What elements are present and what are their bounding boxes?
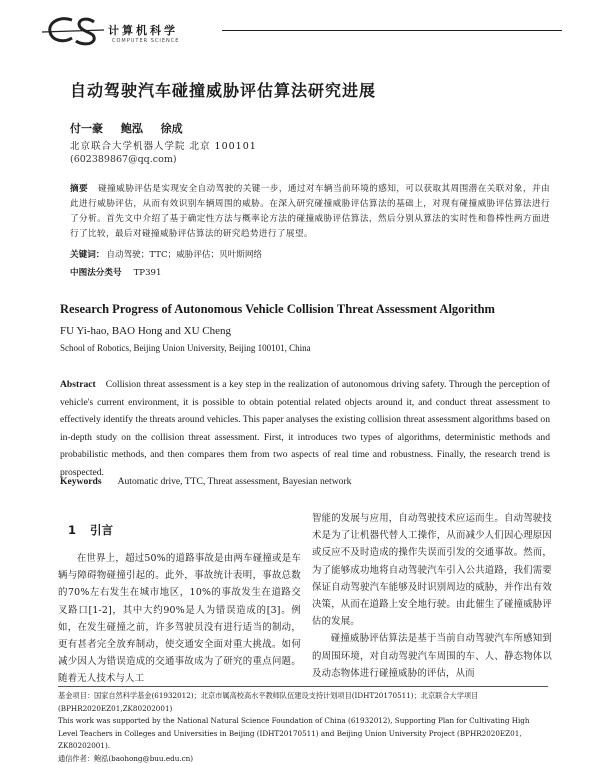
chinese-keywords-label: 关键词： bbox=[70, 250, 105, 260]
body-paragraph: 碰撞威胁评估算法是基于当前自动驾驶汽车所感知到的周围环境，对自动驾驶汽车周围的车、人、静态物体以及动态物体进行碰撞威胁的评估，从而 bbox=[312, 633, 552, 679]
footnote-rule bbox=[58, 686, 548, 687]
section-heading bbox=[68, 522, 301, 538]
chinese-abstract-text: 碰撞威胁评估是实现安全自动驾驶的关键一步，通过对车辆当前环境的感知，可以获取其周围潜在关联对象，并由此进行威胁评估，从而有效识别车辆周围的威胁。在深入研究碰撞威胁评估算法的基础上，对现有碰撞威胁评估算法进行了分析。首先文中介绍了基于确定性方法与概率论方法的碰撞威胁评估算法，然后分别从算法的实时性和鲁棒性两方面进行了比较，最后对碰撞威胁评估算法的研究趋势进行了展望。 bbox=[70, 184, 550, 239]
journal-logo-icon bbox=[42, 14, 106, 48]
footnotes bbox=[58, 690, 550, 764]
english-keywords-text: Automatic drive, TTC, Threat assessment, Bayesian network bbox=[117, 476, 352, 487]
english-abstract bbox=[60, 376, 550, 481]
english-abstract-label: Abstract bbox=[60, 379, 96, 390]
section-number: 1 bbox=[68, 523, 77, 537]
chinese-abstract-label: 摘要 bbox=[70, 184, 89, 194]
chinese-affiliation: 北京联合大学机器人学院 北京 100101 bbox=[70, 141, 257, 152]
chinese-authors: 付一豪 鲍泓 徐成 bbox=[70, 122, 183, 135]
journal-header bbox=[42, 14, 562, 50]
english-abstract-text: Collision threat assessment is a key step in the realization of autonomous driving safety. Through the perception of vehicle's current environment, it is possible to obtain potential related objects around it, and conduct threat assessment to effectively identify the threats around vehicles. This paper analyses the existing collision threat assessment algorithms based on in-depth study on the collision threat assessment. First, it introduces two types of algorithms, deterministic methods and probabilistic methods, and then compares them from two aspects of real time and robustness. Finally, the research trend is prospected. bbox=[60, 379, 550, 478]
author-email: (602389867@qq.com) bbox=[70, 154, 177, 165]
english-authors: FU Yi-hao, BAO Hong and XU Cheng bbox=[60, 325, 231, 337]
footnote-fund-en: This work was supported by the National Natural Science Foundation of China (61932012), Supporting Plan for Cultivating High Level Teachers in Colleges and Universities in Beijing (IDHT20170511) and Beijing Union University Project (BPHR2020EZ01, ZK80202001). bbox=[58, 716, 530, 750]
chinese-keywords bbox=[70, 248, 550, 260]
chinese-title: 自动驾驶汽车碰撞威胁评估算法研究进展 bbox=[70, 81, 377, 100]
journal-name: 计算机科学 bbox=[108, 24, 178, 37]
chinese-keywords-text: 自动驾驶；TTC；威胁评估；贝叶斯网络 bbox=[106, 250, 263, 260]
journal-subtitle: COMPUTER SCIENCE bbox=[112, 38, 180, 44]
footnote-fund-cn: 基金项目：国家自然科学基金(61932012)；北京市属高校高水平教师队伍建设支持计划项目(IDHT20170511)；北京联合大学项目(BPHR2020EZ01,ZK80202001) bbox=[58, 691, 479, 713]
english-affiliation: School of Robotics, Beijing Union University, Beijing 100101, China bbox=[60, 343, 311, 353]
body-paragraph: 智能的发展与应用，自动驾驶技术应运而生。自动驾驶技术是为了让机器代替人工操作，从而减少人们因心理原因或反应不及时造成的操作失误而引发的交通事故。然而，为了能够成功地将自动驾驶汽车引入公共道路，我们需要保证自动驾驶汽车能够及时识别周边的威胁，并作出有效决策，从而在道路上安全地行驶。由此催生了碰撞威胁评估的发展。 bbox=[312, 513, 552, 628]
body-paragraph: 在世界上，超过50%的道路事故是由两车碰撞或是车辆与障碍物碰撞引起的。此外，事故统计表明，事故总数的70%左右发生在城市地区，10%的事故发生在道路交叉路口[1-2]，其中大约90%是人为错误造成的[3]。例如，在发生碰撞之前，许多驾驶员没有进行适当的制动，更有甚者完全放弃制动，使交通安全面对重大挑战。如何减少因人为错误造成的交通事故成为了研究的重点问题。随着无人技术与人工 bbox=[58, 553, 301, 685]
section-title: 引言 bbox=[90, 523, 114, 537]
classification-number bbox=[70, 266, 162, 278]
body-column-left bbox=[58, 512, 301, 688]
english-title: Research Progress of Autonomous Vehicle Collision Threat Assessment Algorithm bbox=[60, 302, 495, 316]
body-column-right bbox=[312, 510, 552, 682]
header-rule bbox=[222, 30, 562, 31]
english-keywords bbox=[60, 476, 550, 487]
chinese-abstract bbox=[70, 182, 550, 242]
footnote-corresponding: 通信作者：鲍泓(baohong@buu.edu.cn) bbox=[58, 753, 194, 763]
english-keywords-label: Keywords bbox=[60, 476, 102, 487]
classification-code: TP391 bbox=[133, 268, 162, 278]
classification-label: 中图法分类号 bbox=[70, 268, 122, 278]
